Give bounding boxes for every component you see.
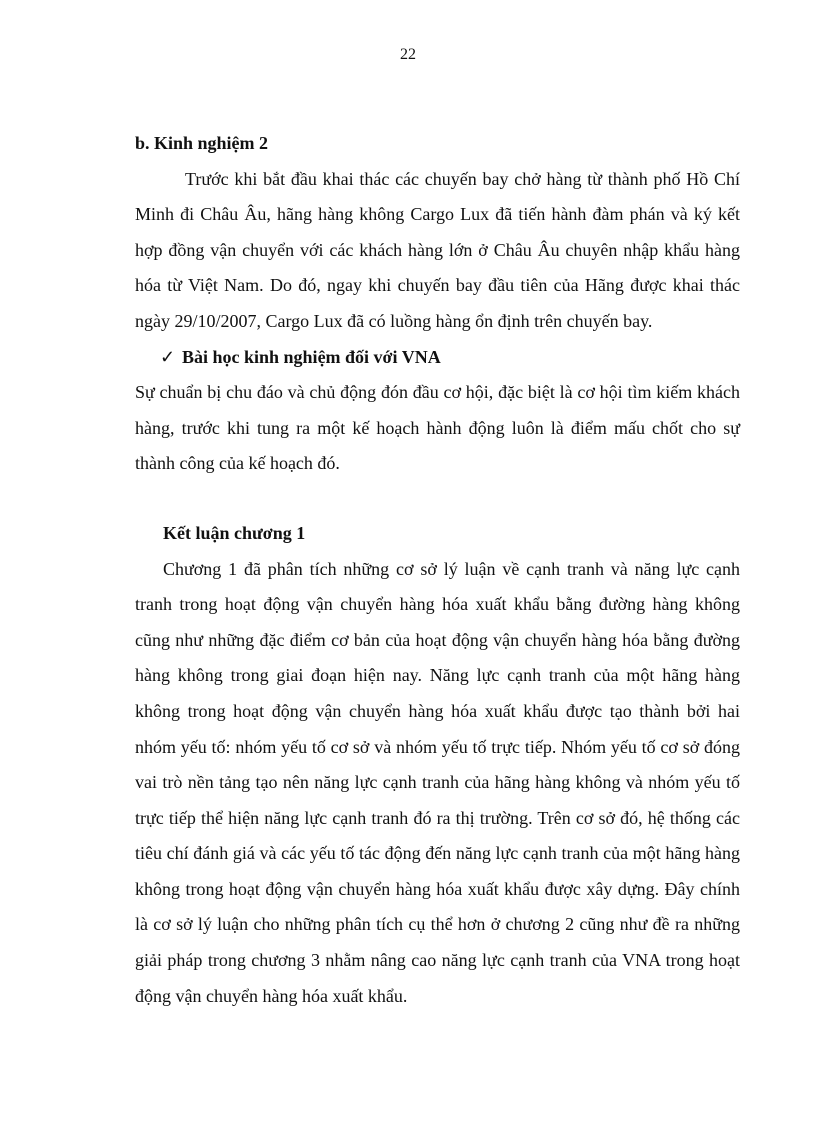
lesson-paragraph: Sự chuẩn bị chu đáo và chủ động đón đầu cơ hội, đặc biệt là cơ hội tìm kiếm khách hàng, trước khi tung ra một kế hoạch hành động luôn là điểm mấu chốt cho sự thành công của kế hoạch đó. (135, 382, 740, 474)
lesson-heading-row (135, 340, 740, 376)
conclusion-heading: Kết luận chương 1 (163, 522, 306, 543)
page-number: 22 (400, 46, 416, 63)
lesson-heading: Bài học kinh nghiệm đối với VNA (182, 346, 441, 367)
document-body (135, 126, 740, 1014)
section-b-heading: b. Kinh nghiệm 2 (135, 133, 269, 153)
section-b-paragraph: Trước khi bắt đầu khai thác các chuyến bay chở hàng từ thành phố Hồ Chí Minh đi Châu Âu, hãng hàng không Cargo Lux đã tiến hành đàm phán và ký kết hợp đồng vận chuyển với các khách hàng lớn ở Châu Âu chuyên nhập khẩu hàng hóa từ Việt Nam. Do đó, ngay khi chuyến bay đầu tiên của Hãng được khai thác ngày 29/10/2007, Cargo Lux đã có luồng hàng ổn định trên chuyến bay. (135, 168, 740, 331)
conclusion-paragraph: Chương 1 đã phân tích những cơ sở lý luận về cạnh tranh và năng lực cạnh tranh trong hoạt động vận chuyển hàng hóa xuất khẩu bằng đường hàng không cũng như những đặc điểm cơ bản của hoạt động vận chuyển hàng hóa bằng đường hàng không trong giai đoạn hiện nay. Năng lực cạnh tranh của một hãng hàng không trong hoạt động vận chuyển hàng hóa xuất khẩu được tạo thành bởi hai nhóm yếu tố: nhóm yếu tố cơ sở và nhóm yếu tố trực tiếp. Nhóm yếu tố cơ sở đóng vai trò nền tảng tạo nên năng lực cạnh tranh của hãng hàng không và nhóm yếu tố trực tiếp thể hiện năng lực cạnh tranh đó ra thị trường. Trên cơ sở đó, hệ thống các tiêu chí đánh giá và các yếu tố tác động đến năng lực cạnh tranh của một hãng hàng không trong hoạt động vận chuyển hàng hóa xuất khẩu được xây dựng. Đây chính là cơ sở lý luận cho những phân tích cụ thể hơn ở chương 2 cũng như đề ra những giải pháp trong chương 3 nhằm nâng cao năng lực cạnh tranh của VNA trong hoạt động vận chuyển hàng hóa xuất khẩu. (135, 558, 740, 1006)
checkmark-icon: ✓ (160, 346, 176, 367)
section-spacer (135, 482, 740, 516)
